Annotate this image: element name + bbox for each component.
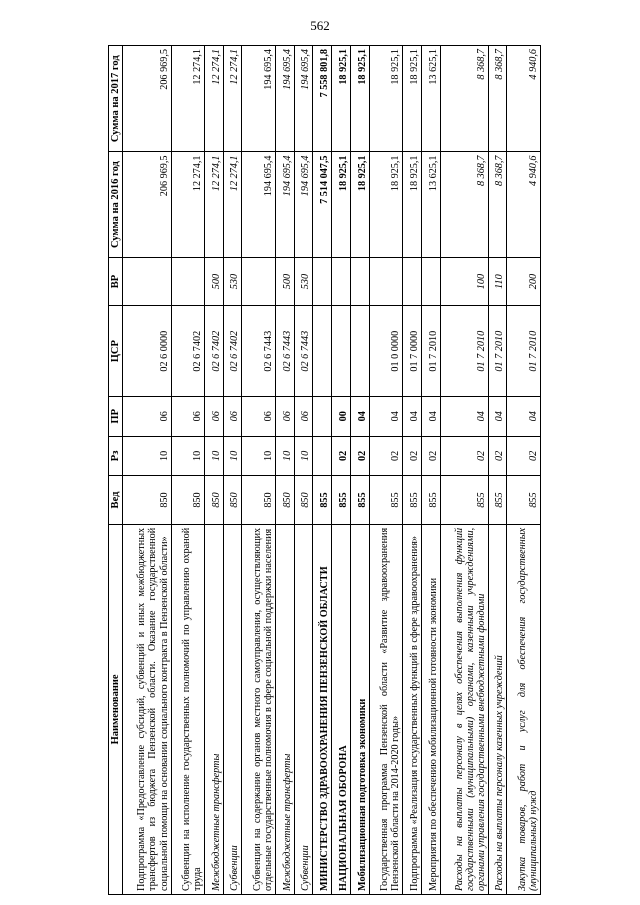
cell-pr: 04: [440, 396, 488, 436]
header-vr: ВР: [109, 257, 123, 306]
cell-sum2016: 18 925,1: [403, 152, 422, 257]
cell-name: Мобилизационная подготовка экономики: [350, 524, 369, 894]
cell-sum2017: 18 925,1: [350, 46, 369, 152]
cell-sum2017: 18 925,1: [332, 46, 351, 152]
rotated-table-container: [108, 45, 541, 895]
table-row: [350, 46, 369, 895]
cell-csr: 01 7 0000: [403, 306, 422, 397]
cell-csr: 02 6 7402: [204, 306, 223, 397]
table-row: [488, 46, 507, 895]
cell-name: МИНИСТЕРСТВО ЗДРАВООХРАНЕНИЯ ПЕНЗЕНСКОЙ ОБЛАСТИ: [313, 524, 332, 894]
cell-csr: 01 7 2010: [488, 306, 507, 397]
cell-ved: 855: [332, 476, 351, 525]
table-row: [123, 46, 171, 895]
cell-name: Субвенции: [294, 524, 313, 894]
cell-vr: [369, 257, 402, 306]
cell-ved: 855: [507, 476, 541, 525]
cell-rz: 02: [350, 436, 369, 476]
cell-csr: 02 6 7443: [242, 306, 275, 397]
table-row: [171, 46, 204, 895]
table-row: [369, 46, 402, 895]
cell-sum2017: 12 274,1: [171, 46, 204, 152]
header-csr: ЦСР: [109, 306, 123, 397]
budget-table: [108, 45, 541, 895]
cell-name: Межбюджетные трансферты: [204, 524, 223, 894]
cell-sum2016: 12 274,1: [223, 152, 242, 257]
cell-sum2016: 18 925,1: [332, 152, 351, 257]
table-row: [440, 46, 488, 895]
cell-ved: 850: [123, 476, 171, 525]
cell-rz: 02: [507, 436, 541, 476]
cell-sum2017: 12 274,1: [204, 46, 223, 152]
cell-ved: 855: [403, 476, 422, 525]
cell-pr: 04: [421, 396, 440, 436]
cell-ved: 850: [223, 476, 242, 525]
cell-csr: 02 6 7443: [294, 306, 313, 397]
cell-rz: 02: [403, 436, 422, 476]
cell-csr: 02 6 7402: [171, 306, 204, 397]
cell-pr: 06: [242, 396, 275, 436]
cell-sum2016: 12 274,1: [204, 152, 223, 257]
cell-sum2016: 194 695,4: [242, 152, 275, 257]
cell-name: Субвенции на содержание органов местного самоуправления, осуществляющих отдельные государственные полномочия в сфере социальной поддержки населения: [242, 524, 275, 894]
cell-name: Подпрограмма «Предоставление субсидий, субвенций и иных межбюджетных трансфертов из бюджета Пензенской области. Оказание государственной социальной помощи на основании социального контракта в Пензенской области»: [123, 524, 171, 894]
cell-sum2017: 12 274,1: [223, 46, 242, 152]
cell-sum2017: 8 368,7: [440, 46, 488, 152]
cell-sum2016: 18 925,1: [369, 152, 402, 257]
cell-vr: [332, 257, 351, 306]
cell-rz: 02: [421, 436, 440, 476]
cell-rz: 10: [223, 436, 242, 476]
cell-pr: 06: [223, 396, 242, 436]
cell-sum2016: 18 925,1: [350, 152, 369, 257]
cell-sum2017: 13 625,1: [421, 46, 440, 152]
cell-csr: [350, 306, 369, 397]
table-row: [507, 46, 541, 895]
page-number: 562: [310, 18, 330, 33]
cell-name: Субвенции на исполнение государственных полномочий по управлению охраной труда: [171, 524, 204, 894]
cell-name: Межбюджетные трансферты: [275, 524, 294, 894]
cell-csr: 02 6 0000: [123, 306, 171, 397]
cell-rz: 02: [332, 436, 351, 476]
cell-vr: 100: [440, 257, 488, 306]
cell-sum2017: 206 969,5: [123, 46, 171, 152]
cell-sum2017: 7 558 801,8: [313, 46, 332, 152]
cell-vr: 500: [204, 257, 223, 306]
cell-name: НАЦИОНАЛЬНАЯ ОБОРОНА: [332, 524, 351, 894]
cell-rz: [313, 436, 332, 476]
cell-sum2016: 194 695,4: [275, 152, 294, 257]
cell-ved: 850: [275, 476, 294, 525]
cell-ved: 850: [204, 476, 223, 525]
cell-pr: [313, 396, 332, 436]
cell-sum2016: 12 274,1: [171, 152, 204, 257]
cell-vr: 530: [294, 257, 313, 306]
table-row: [294, 46, 313, 895]
cell-vr: [421, 257, 440, 306]
cell-name: Субвенции: [223, 524, 242, 894]
cell-csr: 02 6 7402: [223, 306, 242, 397]
cell-ved: 855: [313, 476, 332, 525]
cell-pr: 04: [507, 396, 541, 436]
header-pr: ПР: [109, 396, 123, 436]
cell-sum2017: 8 368,7: [488, 46, 507, 152]
cell-sum2017: 194 695,4: [294, 46, 313, 152]
cell-rz: 02: [488, 436, 507, 476]
cell-vr: 500: [275, 257, 294, 306]
table-row: [275, 46, 294, 895]
cell-csr: 01 7 2010: [507, 306, 541, 397]
cell-ved: 855: [421, 476, 440, 525]
cell-name: Мероприятия по обеспечению мобилизационной готовности экономики: [421, 524, 440, 894]
cell-name: Закупка товаров, работ и услуг для обеспечения государственных (муниципальных) нужд: [507, 524, 541, 894]
cell-rz: 10: [275, 436, 294, 476]
cell-vr: [242, 257, 275, 306]
cell-sum2016: 194 695,4: [294, 152, 313, 257]
cell-sum2017: 194 695,4: [275, 46, 294, 152]
table-row: [242, 46, 275, 895]
cell-vr: 110: [488, 257, 507, 306]
cell-ved: 850: [242, 476, 275, 525]
cell-pr: 04: [350, 396, 369, 436]
cell-pr: 06: [171, 396, 204, 436]
cell-pr: 06: [294, 396, 313, 436]
cell-csr: [332, 306, 351, 397]
header-rz: Рз: [109, 436, 123, 476]
header-sum-2017: Сумма на 2017 год: [109, 46, 123, 152]
cell-rz: 10: [242, 436, 275, 476]
cell-rz: 02: [440, 436, 488, 476]
cell-pr: 06: [204, 396, 223, 436]
cell-sum2017: 18 925,1: [369, 46, 402, 152]
cell-pr: 04: [488, 396, 507, 436]
cell-ved: 855: [350, 476, 369, 525]
header-name: Наименование: [109, 524, 123, 894]
cell-vr: [350, 257, 369, 306]
cell-ved: 855: [440, 476, 488, 525]
cell-pr: 00: [332, 396, 351, 436]
cell-name: Государственная программа Пензенской области «Развитие здравоохранения Пензенской области на 2014-2020 годы»: [369, 524, 402, 894]
cell-ved: 855: [369, 476, 402, 525]
header-ved: Вед: [109, 476, 123, 525]
table-row: [223, 46, 242, 895]
cell-sum2016: 8 368,7: [440, 152, 488, 257]
cell-ved: 850: [171, 476, 204, 525]
cell-vr: 200: [507, 257, 541, 306]
cell-sum2016: 13 625,1: [421, 152, 440, 257]
cell-vr: [313, 257, 332, 306]
cell-sum2017: 194 695,4: [242, 46, 275, 152]
cell-csr: 01 0 0000: [369, 306, 402, 397]
header-sum-2016: Сумма на 2016 год: [109, 152, 123, 257]
cell-vr: 530: [223, 257, 242, 306]
cell-pr: 06: [123, 396, 171, 436]
cell-sum2016: 7 514 047,5: [313, 152, 332, 257]
cell-vr: [171, 257, 204, 306]
cell-name: Расходы на выплаты персоналу в целях обеспечения выполнения функций государственными (муниципальными) органами, казенными учреждениями, органами управления государственными внебюджетными фондами: [440, 524, 488, 894]
cell-pr: 04: [403, 396, 422, 436]
cell-sum2017: 18 925,1: [403, 46, 422, 152]
table-row: [204, 46, 223, 895]
table-row: [403, 46, 422, 895]
cell-vr: [403, 257, 422, 306]
cell-sum2016: 206 969,5: [123, 152, 171, 257]
cell-csr: [313, 306, 332, 397]
cell-sum2017: 4 940,6: [507, 46, 541, 152]
table-row: [313, 46, 332, 895]
table-row: [421, 46, 440, 895]
cell-rz: 10: [171, 436, 204, 476]
table-header-row: [109, 46, 123, 895]
cell-name: Подпрограмма «Реализация государственных функций в сфере здравоохранения»: [403, 524, 422, 894]
cell-vr: [123, 257, 171, 306]
cell-name: Расходы на выплаты персоналу казенных учреждений: [488, 524, 507, 894]
cell-rz: 10: [294, 436, 313, 476]
cell-sum2016: 8 368,7: [488, 152, 507, 257]
cell-rz: 10: [204, 436, 223, 476]
cell-pr: 06: [275, 396, 294, 436]
cell-rz: 10: [123, 436, 171, 476]
cell-sum2016: 4 940,6: [507, 152, 541, 257]
cell-csr: 01 7 2010: [421, 306, 440, 397]
cell-csr: 02 6 7443: [275, 306, 294, 397]
cell-csr: 01 7 2010: [440, 306, 488, 397]
table-row: [332, 46, 351, 895]
cell-ved: 850: [294, 476, 313, 525]
cell-ved: 855: [488, 476, 507, 525]
cell-rz: 02: [369, 436, 402, 476]
cell-pr: 04: [369, 396, 402, 436]
